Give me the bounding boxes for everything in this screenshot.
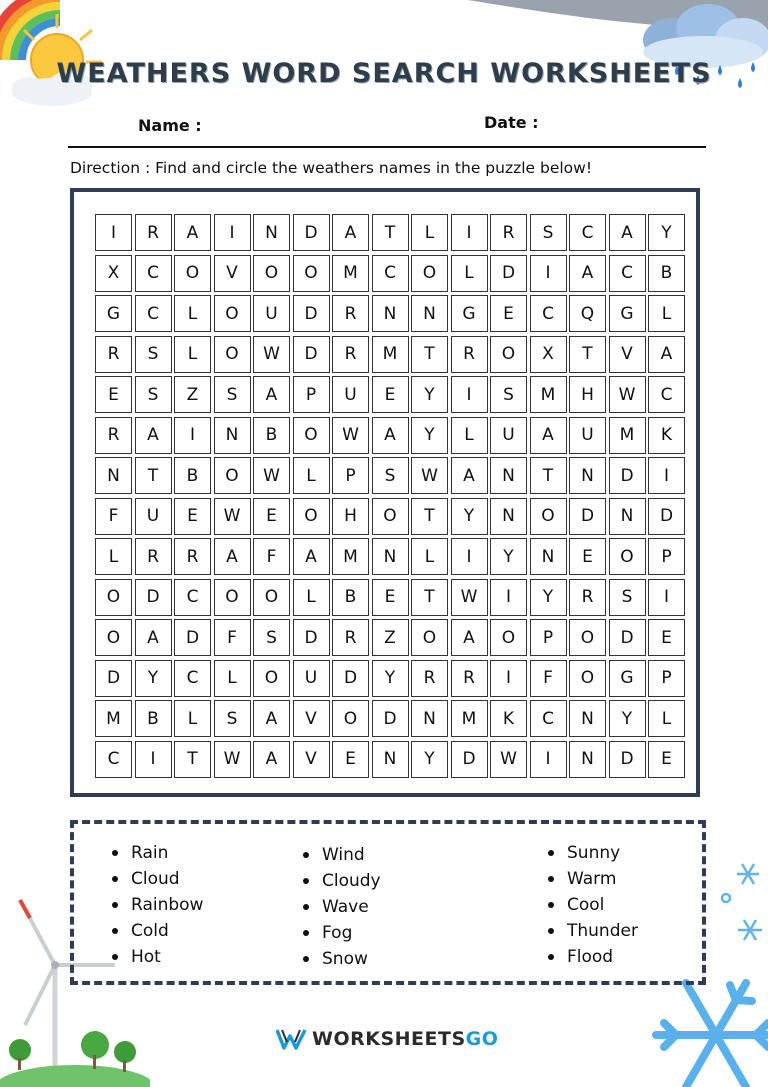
grid-cell: E bbox=[648, 619, 685, 656]
grid-cell: U bbox=[135, 498, 172, 535]
grid-cell: N bbox=[411, 700, 448, 737]
grid-cell: N bbox=[569, 741, 606, 778]
grid-cell: I bbox=[451, 538, 488, 575]
grid-cell: C bbox=[135, 295, 172, 332]
grid-cell: N bbox=[490, 457, 527, 494]
grid-cell: P bbox=[332, 457, 369, 494]
grid-cell: O bbox=[530, 498, 567, 535]
grid-cell: M bbox=[332, 538, 369, 575]
word-list-item: Sunny bbox=[548, 840, 638, 866]
grid-cell: P bbox=[648, 538, 685, 575]
grid-cell: E bbox=[372, 376, 409, 413]
page-title: WEATHERS WORD SEARCH WORKSHEETS bbox=[56, 58, 712, 89]
grid-cell: D bbox=[135, 579, 172, 616]
grid-cell: L bbox=[648, 295, 685, 332]
grid-cell: V bbox=[293, 741, 330, 778]
grid-cell: A bbox=[332, 214, 369, 251]
word-list-item: Thunder bbox=[548, 918, 638, 944]
word-list-item: Snow bbox=[303, 946, 381, 972]
grid-cell: M bbox=[332, 255, 369, 292]
grid-cell: Q bbox=[569, 295, 606, 332]
grid-cell: A bbox=[135, 417, 172, 454]
grid-cell: B bbox=[174, 457, 211, 494]
grid-cell: W bbox=[609, 376, 646, 413]
date-label: Date : bbox=[484, 113, 539, 132]
grid-cell: C bbox=[569, 214, 606, 251]
grid-cell: A bbox=[253, 741, 290, 778]
grid-cell: A bbox=[530, 417, 567, 454]
grid-cell: D bbox=[609, 741, 646, 778]
grid-cell: L bbox=[293, 457, 330, 494]
grid-cell: A bbox=[174, 214, 211, 251]
grid-cell: R bbox=[332, 619, 369, 656]
word-list-item: Cloudy bbox=[303, 868, 381, 894]
grid-cell: A bbox=[253, 700, 290, 737]
grid-cell: D bbox=[174, 619, 211, 656]
grid-cell: K bbox=[490, 700, 527, 737]
grid-cell: U bbox=[332, 376, 369, 413]
grid-cell: D bbox=[451, 741, 488, 778]
grid-cell: O bbox=[293, 255, 330, 292]
grid-cell: I bbox=[214, 214, 251, 251]
grid-cell: R bbox=[332, 336, 369, 373]
grid-cell: Y bbox=[135, 660, 172, 697]
grid-cell: B bbox=[253, 417, 290, 454]
grid-cell: F bbox=[253, 538, 290, 575]
grid-cell: T bbox=[411, 579, 448, 616]
brand-w-icon bbox=[276, 1028, 306, 1050]
grid-cell: G bbox=[451, 295, 488, 332]
grid-cell: M bbox=[609, 417, 646, 454]
grid-cell: W bbox=[253, 336, 290, 373]
word-list-item: Wind bbox=[303, 842, 381, 868]
grid-cell: C bbox=[174, 660, 211, 697]
grid-cell: H bbox=[332, 498, 369, 535]
grid-cell: H bbox=[569, 376, 606, 413]
grid-cell: Y bbox=[372, 660, 409, 697]
direction-text: Direction : Find and circle the weathers names in the puzzle below! bbox=[70, 159, 593, 177]
grid-cell: M bbox=[95, 700, 132, 737]
grid-cell: A bbox=[451, 457, 488, 494]
grid-cell: O bbox=[253, 660, 290, 697]
grid-cell: O bbox=[411, 255, 448, 292]
grid-cell: W bbox=[490, 741, 527, 778]
grid-cell: R bbox=[490, 214, 527, 251]
grid-cell: G bbox=[95, 295, 132, 332]
grid-cell: C bbox=[174, 579, 211, 616]
grid-cell: D bbox=[293, 336, 330, 373]
grid-cell: B bbox=[332, 579, 369, 616]
grid-cell: S bbox=[135, 376, 172, 413]
grid-cell: U bbox=[490, 417, 527, 454]
grid-cell: S bbox=[214, 700, 251, 737]
word-list-item: Rain bbox=[112, 840, 203, 866]
grid-cell: S bbox=[490, 376, 527, 413]
grid-cell: Y bbox=[490, 538, 527, 575]
grid-cell: D bbox=[332, 660, 369, 697]
grid-cell: S bbox=[530, 214, 567, 251]
grid-cell: O bbox=[569, 660, 606, 697]
grid-cell: F bbox=[214, 619, 251, 656]
word-list-item: Hot bbox=[112, 944, 203, 970]
grid-cell: O bbox=[174, 255, 211, 292]
grid-cell: W bbox=[214, 741, 251, 778]
grid-cell: P bbox=[293, 376, 330, 413]
grid-cell: N bbox=[372, 538, 409, 575]
grid-cell: D bbox=[95, 660, 132, 697]
grid-cell: D bbox=[648, 498, 685, 535]
grid-cell: O bbox=[609, 538, 646, 575]
grid-cell: F bbox=[530, 660, 567, 697]
grid-cell: Y bbox=[648, 214, 685, 251]
grid-cell: C bbox=[135, 255, 172, 292]
grid-cell: Y bbox=[411, 376, 448, 413]
grid-cell: L bbox=[95, 538, 132, 575]
grid-cell: I bbox=[490, 660, 527, 697]
grid-cell: Y bbox=[609, 700, 646, 737]
word-list-item: Rainbow bbox=[112, 892, 203, 918]
grid-cell: W bbox=[214, 498, 251, 535]
rain-cloud-illustration bbox=[468, 0, 768, 110]
grid-cell: Y bbox=[411, 741, 448, 778]
grid-cell: A bbox=[372, 417, 409, 454]
grid-cell: I bbox=[135, 741, 172, 778]
name-date-rule bbox=[68, 146, 706, 148]
grid-cell: A bbox=[135, 619, 172, 656]
word-list-column-2 bbox=[303, 842, 381, 972]
word-list-column-1 bbox=[112, 840, 203, 970]
grid-cell: G bbox=[609, 295, 646, 332]
grid-cell: C bbox=[530, 700, 567, 737]
grid-cell: S bbox=[609, 579, 646, 616]
word-list-item: Warm bbox=[548, 866, 638, 892]
grid-cell: A bbox=[451, 619, 488, 656]
grid-cell: I bbox=[530, 741, 567, 778]
grid-cell: U bbox=[253, 295, 290, 332]
grid-cell: E bbox=[569, 538, 606, 575]
grid-cell: I bbox=[451, 214, 488, 251]
word-list-column-3 bbox=[548, 840, 638, 970]
grid-cell: V bbox=[609, 336, 646, 373]
grid-cell: R bbox=[95, 417, 132, 454]
grid-cell: C bbox=[648, 376, 685, 413]
grid-cell: R bbox=[569, 579, 606, 616]
grid-cell: N bbox=[372, 741, 409, 778]
grid-cell: W bbox=[332, 417, 369, 454]
grid-cell: W bbox=[411, 457, 448, 494]
grid-cell: I bbox=[648, 457, 685, 494]
grid-cell: T bbox=[411, 498, 448, 535]
grid-cell: O bbox=[569, 619, 606, 656]
grid-cell: O bbox=[490, 336, 527, 373]
grid-cell: O bbox=[214, 457, 251, 494]
grid-cell: C bbox=[609, 255, 646, 292]
grid-cell: R bbox=[332, 295, 369, 332]
grid-cell: D bbox=[569, 498, 606, 535]
grid-cell: K bbox=[648, 417, 685, 454]
word-list-item: Fog bbox=[303, 920, 381, 946]
grid-cell: I bbox=[530, 255, 567, 292]
grid-cell: M bbox=[451, 700, 488, 737]
grid-cell: O bbox=[214, 336, 251, 373]
grid-cell: D bbox=[490, 255, 527, 292]
grid-cell: A bbox=[293, 538, 330, 575]
grid-cell: I bbox=[95, 214, 132, 251]
grid-cell: N bbox=[95, 457, 132, 494]
grid-cell: T bbox=[530, 457, 567, 494]
word-list-item: Flood bbox=[548, 944, 638, 970]
grid-cell: R bbox=[451, 336, 488, 373]
grid-cell: N bbox=[490, 498, 527, 535]
grid-cell: D bbox=[372, 700, 409, 737]
name-label: Name : bbox=[138, 116, 202, 135]
grid-cell: N bbox=[609, 498, 646, 535]
grid-cell: N bbox=[372, 295, 409, 332]
grid-cell: L bbox=[174, 700, 211, 737]
grid-cell: D bbox=[293, 619, 330, 656]
grid-cell: N bbox=[530, 538, 567, 575]
grid-cell: Y bbox=[530, 579, 567, 616]
grid-cell: A bbox=[648, 336, 685, 373]
grid-cell: X bbox=[530, 336, 567, 373]
word-list-item: Cool bbox=[548, 892, 638, 918]
grid-cell: O bbox=[293, 417, 330, 454]
grid-cell: L bbox=[648, 700, 685, 737]
grid-cell: O bbox=[214, 295, 251, 332]
word-list-item: Cloud bbox=[112, 866, 203, 892]
grid-cell: B bbox=[648, 255, 685, 292]
grid-cell: Y bbox=[411, 417, 448, 454]
grid-cell: F bbox=[95, 498, 132, 535]
word-list-item: Wave bbox=[303, 894, 381, 920]
grid-cell: O bbox=[253, 579, 290, 616]
grid-cell: O bbox=[411, 619, 448, 656]
grid-cell: E bbox=[174, 498, 211, 535]
grid-cell: W bbox=[451, 579, 488, 616]
grid-cell: A bbox=[214, 538, 251, 575]
grid-cell: I bbox=[490, 579, 527, 616]
grid-cell: I bbox=[648, 579, 685, 616]
grid-cell: R bbox=[174, 538, 211, 575]
grid-cell: O bbox=[95, 619, 132, 656]
grid-cell: A bbox=[569, 255, 606, 292]
grid-cell: L bbox=[174, 336, 211, 373]
grid-cell: R bbox=[451, 660, 488, 697]
grid-cell: D bbox=[609, 457, 646, 494]
grid-cell: W bbox=[253, 457, 290, 494]
grid-cell: L bbox=[214, 660, 251, 697]
grid-cell: T bbox=[411, 336, 448, 373]
grid-cell: L bbox=[293, 579, 330, 616]
grid-cell: O bbox=[490, 619, 527, 656]
grid-cell: O bbox=[253, 255, 290, 292]
grid-cell: R bbox=[95, 336, 132, 373]
grid-cell: L bbox=[174, 295, 211, 332]
grid-cell: N bbox=[569, 700, 606, 737]
grid-cell: S bbox=[214, 376, 251, 413]
grid-cell: D bbox=[609, 619, 646, 656]
grid-cell: C bbox=[530, 295, 567, 332]
grid-cell: D bbox=[293, 295, 330, 332]
grid-cell: Z bbox=[372, 619, 409, 656]
grid-cell: N bbox=[569, 457, 606, 494]
grid-cell: I bbox=[451, 376, 488, 413]
grid-cell: E bbox=[332, 741, 369, 778]
grid-cell: V bbox=[293, 700, 330, 737]
grid-cell: C bbox=[95, 741, 132, 778]
grid-cell: C bbox=[372, 255, 409, 292]
grid-cell: I bbox=[174, 417, 211, 454]
grid-cell: B bbox=[135, 700, 172, 737]
grid-cell: T bbox=[135, 457, 172, 494]
brand-logo bbox=[276, 1028, 498, 1050]
grid-cell: A bbox=[609, 214, 646, 251]
grid-cell: G bbox=[609, 660, 646, 697]
grid-cell: L bbox=[451, 255, 488, 292]
grid-cell: U bbox=[293, 660, 330, 697]
grid-cell: L bbox=[411, 214, 448, 251]
grid-cell: P bbox=[530, 619, 567, 656]
grid-cell: Z bbox=[174, 376, 211, 413]
grid-cell: E bbox=[372, 579, 409, 616]
grid-cell: S bbox=[253, 619, 290, 656]
grid-cell: N bbox=[214, 417, 251, 454]
word-search-grid bbox=[95, 214, 685, 778]
grid-cell: O bbox=[293, 498, 330, 535]
grid-cell: L bbox=[451, 417, 488, 454]
grid-cell: U bbox=[569, 417, 606, 454]
grid-cell: O bbox=[372, 498, 409, 535]
grid-cell: M bbox=[372, 336, 409, 373]
brand-text-go: GO bbox=[465, 1028, 499, 1050]
grid-cell: O bbox=[95, 579, 132, 616]
grid-cell: E bbox=[253, 498, 290, 535]
grid-cell: P bbox=[648, 660, 685, 697]
grid-cell: D bbox=[293, 214, 330, 251]
grid-cell: N bbox=[253, 214, 290, 251]
grid-cell: O bbox=[332, 700, 369, 737]
brand-text-worksheets: WORKSHEETS bbox=[312, 1028, 466, 1050]
grid-cell: E bbox=[490, 295, 527, 332]
grid-cell: S bbox=[135, 336, 172, 373]
grid-cell: T bbox=[569, 336, 606, 373]
grid-cell: M bbox=[530, 376, 567, 413]
grid-cell: S bbox=[372, 457, 409, 494]
grid-cell: L bbox=[411, 538, 448, 575]
grid-cell: O bbox=[214, 579, 251, 616]
grid-cell: N bbox=[411, 295, 448, 332]
grid-cell: V bbox=[214, 255, 251, 292]
grid-cell: X bbox=[95, 255, 132, 292]
word-list-item: Cold bbox=[112, 918, 203, 944]
grid-cell: Y bbox=[451, 498, 488, 535]
grid-cell: E bbox=[648, 741, 685, 778]
grid-cell: R bbox=[135, 214, 172, 251]
grid-cell: R bbox=[135, 538, 172, 575]
grid-cell: T bbox=[174, 741, 211, 778]
grid-cell: T bbox=[372, 214, 409, 251]
grid-cell: R bbox=[411, 660, 448, 697]
grid-cell: A bbox=[253, 376, 290, 413]
grid-cell: E bbox=[95, 376, 132, 413]
